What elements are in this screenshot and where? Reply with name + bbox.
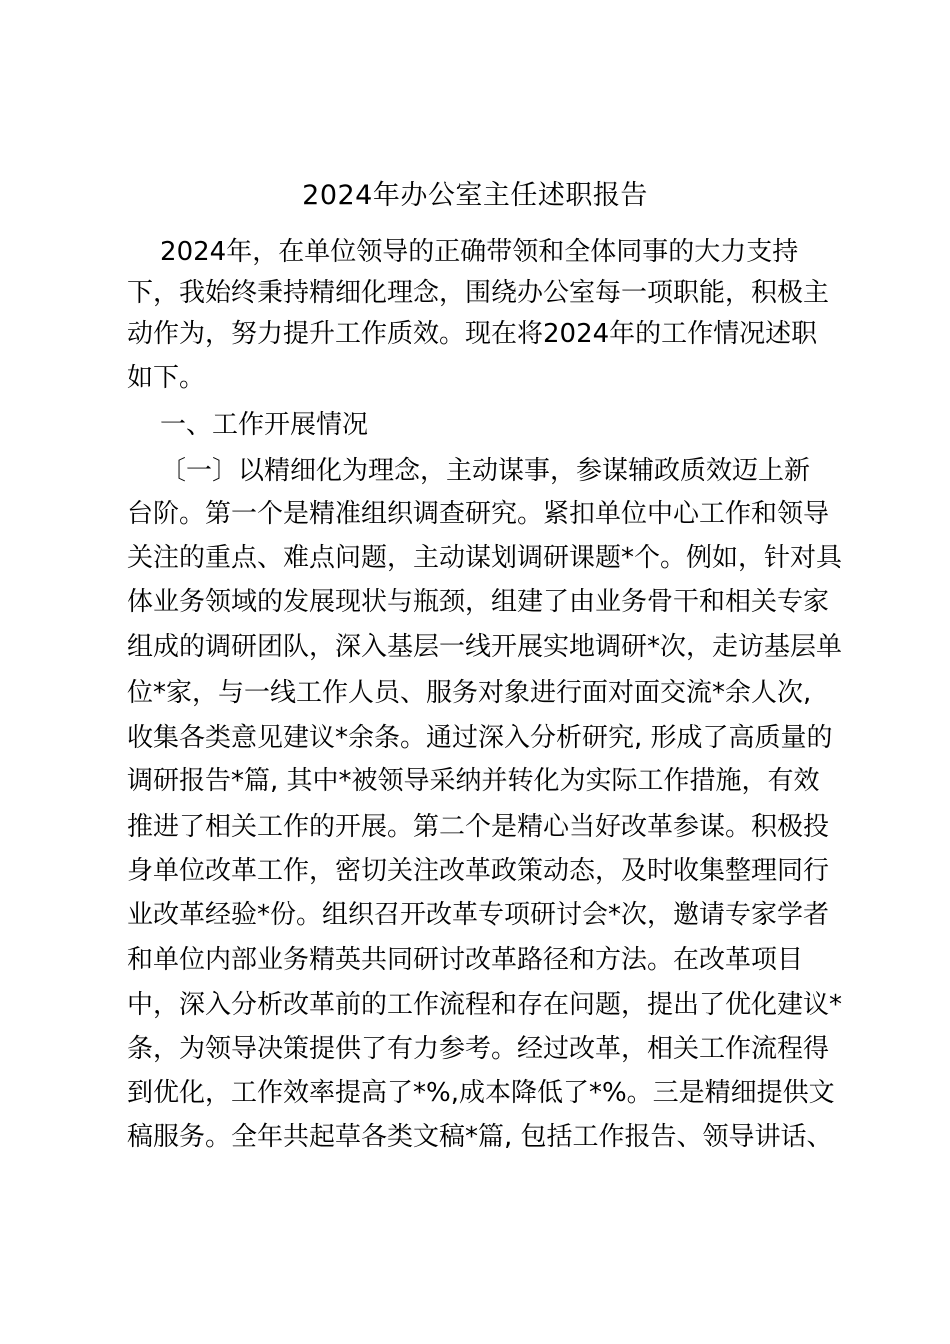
section-heading: 一、工作开展情况 bbox=[127, 410, 369, 440]
body-line: 动作为，努力提升工作质效。现在将2024年的工作情况述职 bbox=[127, 319, 818, 349]
body-line: 位*家，与一线工作人员、服务对象进行面对面交流*余人次, bbox=[127, 678, 812, 708]
body-line: 体业务领域的发展现状与瓶颈，组建了由业务骨干和相关专家 bbox=[127, 587, 830, 617]
body-line: 调研报告*篇, 其中*被领导采纳并转化为实际工作措施，有效 bbox=[127, 766, 820, 796]
body-line: 和单位内部业务精英共同研讨改革路径和方法。在改革项目 bbox=[127, 945, 804, 975]
body-line: 收集各类意见建议*余条。通过深入分析研究, 形成了高质量的 bbox=[127, 723, 833, 753]
body-line: 台阶。第一个是精准组织调查研究。紧扣单位中心工作和领导 bbox=[127, 499, 830, 529]
body-line: 组成的调研团队，深入基层一线开展实地调研*次，走访基层单 bbox=[127, 632, 843, 662]
body-line: 身单位改革工作，密切关注改革政策动态，及时收集整理同行 bbox=[127, 856, 830, 886]
document-title: 2024年办公室主任述职报告 bbox=[302, 180, 648, 211]
body-line: 〔一〕以精细化为理念，主动谋事，参谋辅政质效迈上新 bbox=[127, 456, 811, 486]
body-line: 中，深入分析改革前的工作流程和存在问题，提出了优化建议* bbox=[127, 990, 843, 1020]
body-line: 推进了相关工作的开展。第二个是精心当好改革参谋。积极投 bbox=[127, 812, 830, 842]
body-line: 下，我始终秉持精细化理念，围绕办公室每一项职能，积极主 bbox=[127, 278, 830, 308]
body-line: 如下。 bbox=[127, 363, 206, 393]
body-line: 条，为领导决策提供了有力参考。经过改革，相关工作流程得 bbox=[127, 1034, 830, 1064]
body-line: 业改革经验*份。组织召开改革专项研讨会*次，邀请专家学者 bbox=[127, 900, 830, 930]
body-line: 2024年，在单位领导的正确带领和全体同事的大力支持 bbox=[127, 237, 799, 267]
body-line: 到优化，工作效率提高了*%,成本降低了*%。三是精细提供文 bbox=[127, 1078, 835, 1108]
body-line: 关注的重点、难点问题，主动谋划调研课题*个。例如，针对具 bbox=[127, 543, 843, 573]
body-line: 稿服务。全年共起草各类文稿*篇, 包括工作报告、领导讲话、 bbox=[127, 1122, 833, 1152]
